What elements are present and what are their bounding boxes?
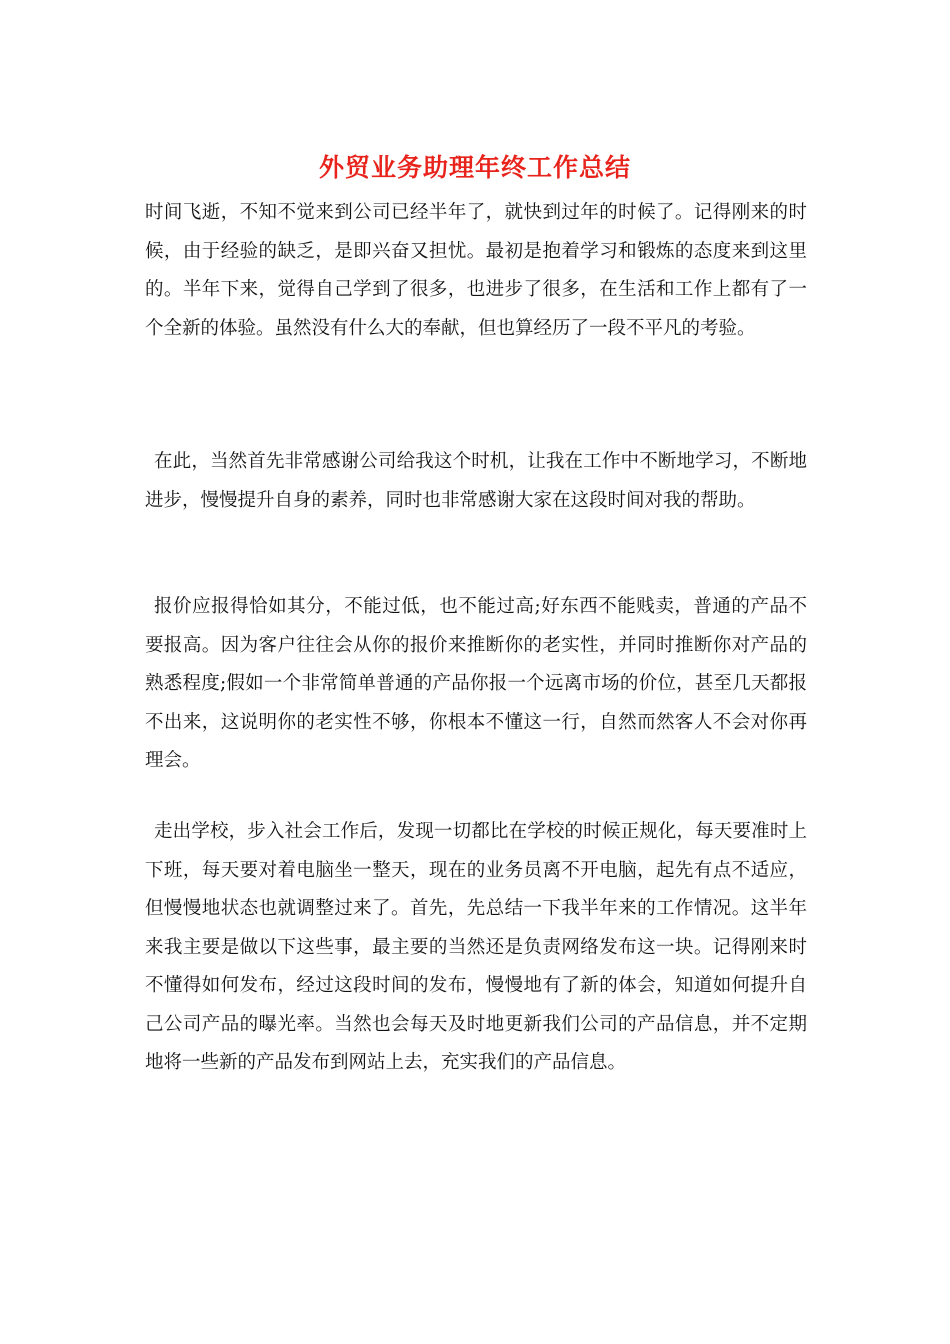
paragraph-4: 走出学校，步入社会工作后，发现一切都比在学校的时候正规化，每天要准时上下班，每天要对着电脑坐一整天，现在的业务员离不开电脑，起先有点不适应，但慢慢地状态也就调整过来了。首先，先总结一下我半年来的工作情况。这半年来我主要是做以下这些事，最主要的当然还是负责网络发布这一块。记得刚来时不懂得如何发布，经过这段时间的发布，慢慢地有了新的体会，知道如何提升自己公司产品的曝光率。当然也会每天及时地更新我们公司的产品信息，并不定期地将一些新的产品发布到网站上去，充实我们的产品信息。 (145, 821, 807, 1073)
paragraph-2: 在此，当然首先非常感谢公司给我这个时机，让我在工作中不断地学习，不断地进步，慢慢提升自身的素养，同时也非常感谢大家在这段时间对我的帮助。 (145, 451, 807, 511)
paragraph-3: 报价应报得恰如其分，不能过低，也不能过高;好东西不能贱卖，普通的产品不要报高。因为客户往往会从你的报价来推断你的老实性，并同时推断你对产品的熟悉程度;假如一个非常简单普通的产品你报一个远离市场的价位，甚至几天都报不出来，这说明你的老实性不够，你根本不懂这一行，自然而然客人不会对你再理会。 (145, 596, 807, 771)
paragraph-1: 时间飞逝，不知不觉来到公司已经半年了，就快到过年的时候了。记得刚来的时候，由于经验的缺乏，是即兴奋又担忧。最初是抱着学习和锻炼的态度来到这里的。半年下来，觉得自己学到了很多，也进步了很多，在生活和工作上都有了一个全新的体验。虽然没有什么大的奉献，但也算经历了一段不平凡的考验。 (145, 202, 807, 339)
document-title: 外贸业务助理年终工作总结 (318, 153, 631, 182)
